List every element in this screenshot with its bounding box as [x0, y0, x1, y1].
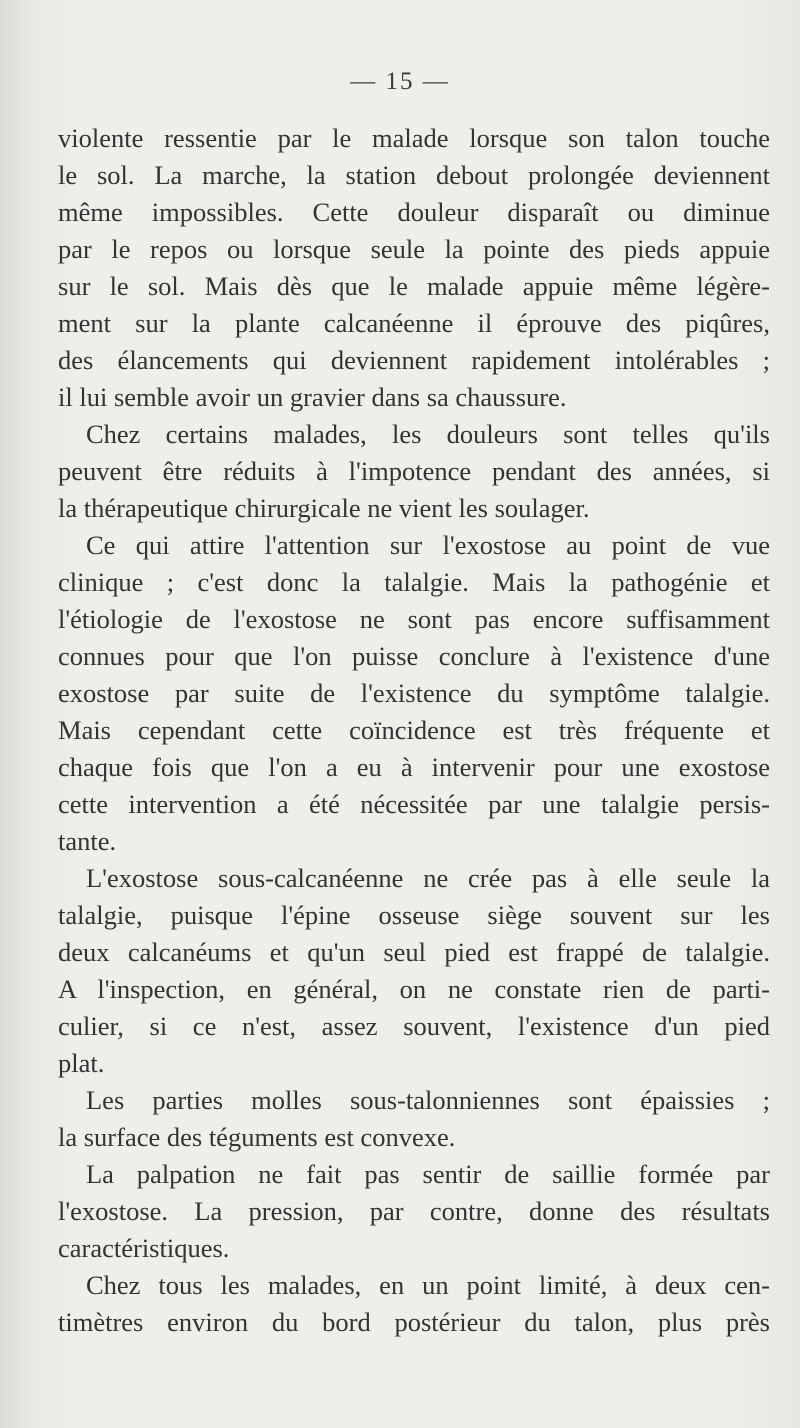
page-number: — 15 — — [350, 68, 450, 95]
text-line: par le repos ou lorsque seule la pointe des pieds appuie — [58, 234, 770, 264]
text-line: il lui semble avoir un gravier dans sa chaussure. — [58, 382, 567, 412]
text-line: Mais cependant cette coïncidence est très fréquente et — [58, 715, 770, 745]
text-line: A l'inspection, en général, on ne constate rien de parti- — [58, 974, 770, 1004]
paragraph — [58, 1267, 770, 1341]
text-line: La palpation ne fait pas sentir de saillie formée par — [86, 1159, 770, 1189]
text-line: talalgie, puisque l'épine osseuse siège souvent sur les — [58, 900, 770, 930]
text-line: la thérapeutique chirurgicale ne vient les soulager. — [58, 493, 590, 523]
text-line: l'exostose. La pression, par contre, donne des résultats — [58, 1196, 770, 1226]
text-line: l'étiologie de l'exostose ne sont pas encore suffisamment — [58, 604, 770, 634]
paragraph — [58, 120, 770, 416]
paragraph — [58, 860, 770, 1082]
text-line: connues pour que l'on puisse conclure à l'existence d'une — [58, 641, 770, 671]
text-line: violente ressentie par le malade lorsque son talon touche — [58, 123, 770, 153]
text-line: culier, si ce n'est, assez souvent, l'existence d'un pied — [58, 1011, 770, 1041]
text-line: timètres environ du bord postérieur du talon, plus près — [58, 1307, 770, 1337]
paragraph — [58, 1082, 770, 1156]
text-line: Chez tous les malades, en un point limité, à deux cen- — [86, 1270, 770, 1300]
text-line: chaque fois que l'on a eu à intervenir pour une exostose — [58, 752, 770, 782]
text-line: ment sur la plante calcanéenne il éprouve des piqûres, — [58, 308, 770, 338]
text-line: caractéristiques. — [58, 1233, 230, 1263]
paragraph — [58, 416, 770, 527]
paragraph — [58, 1156, 770, 1267]
text-line: clinique ; c'est donc la talalgie. Mais la pathogénie et — [58, 567, 770, 597]
text-line: Chez certains malades, les douleurs sont telles qu'ils — [86, 419, 770, 449]
text-line: exostose par suite de l'existence du symptôme talalgie. — [58, 678, 770, 708]
text-line: tante. — [58, 826, 117, 856]
text-line: même impossibles. Cette douleur disparaît ou diminue — [58, 197, 770, 227]
body-text — [58, 120, 770, 1341]
text-line: Les parties molles sous-talonniennes sont épaissies ; — [86, 1085, 770, 1115]
text-line: des élancements qui deviennent rapidement intolérables ; — [58, 345, 770, 375]
text-line: sur le sol. Mais dès que le malade appuie même légère- — [58, 271, 770, 301]
paragraph — [58, 527, 770, 860]
text-line: peuvent être réduits à l'impotence pendant des années, si — [58, 456, 770, 486]
text-line: deux calcanéums et qu'un seul pied est frappé de talalgie. — [58, 937, 770, 967]
text-line: Ce qui attire l'attention sur l'exostose au point de vue — [86, 530, 770, 560]
text-line: plat. — [58, 1048, 105, 1078]
text-line: la surface des téguments est convexe. — [58, 1122, 456, 1152]
text-line: L'exostose sous-calcanéenne ne crée pas à elle seule la — [86, 863, 770, 893]
text-line: le sol. La marche, la station debout prolongée deviennent — [58, 160, 770, 190]
text-line: cette intervention a été nécessitée par une talalgie persis- — [58, 789, 770, 819]
